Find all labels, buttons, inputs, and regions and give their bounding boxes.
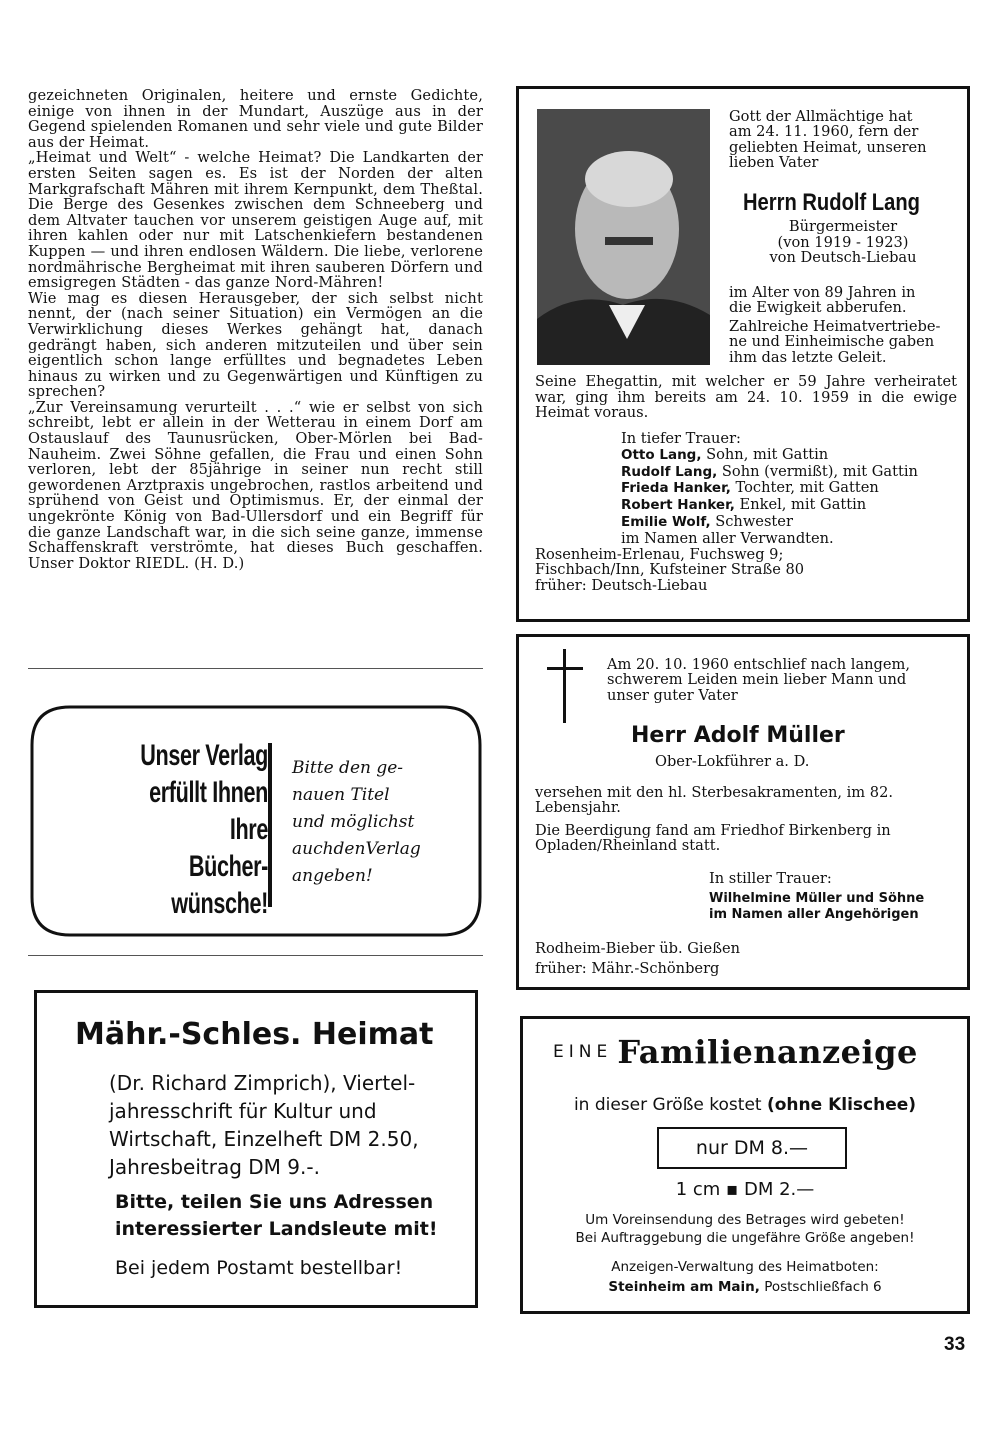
- mourner-relation: Sohn, mit Gattin: [706, 445, 829, 463]
- lang-mourning: [621, 431, 918, 547]
- mourner-relation: Sohn (vermißt), mit Gattin: [721, 462, 918, 480]
- lang-intro: [729, 109, 957, 171]
- address-bold: Steinheim am Main,: [608, 1279, 760, 1295]
- body-line: Lebensjahr.: [535, 799, 621, 817]
- mourner-line: [621, 480, 918, 497]
- slogan-line: erfüllt Ihnen: [149, 776, 268, 809]
- mourner-name: Frieda Hanker,: [621, 480, 731, 497]
- portrait-image: [537, 109, 710, 365]
- mueller-title: Ober-Lokführer a. D.: [655, 753, 810, 770]
- slogan-line: Unser Verlag: [140, 739, 268, 772]
- article-paragraph: „Zur Vereinsamung verurteilt . . .“ wie er selbst von sich schreibt, lebt er allein in der Wetterau in einem Dorf am Ostauslauf des Taunusrücken, Ober-Mörlen bei Bad-Nauheim. Zwei Söhne gefallen, die Frau und einen Sohn verloren, lebt der 85jährige in seiner nun recht still gewordenen Arztpraxis ungebrochen, rastlos arbeitend und sprühend von Geist und Optimismus. Er, der einmal der ungekrönte König von Bad-Ullersdorf und ein Begriff für die ganze Landschaft war, in die sich seine ganze, immense Schaffenskraft verströmte, hat dieses Buch geschaffen. Unser Doktor RIEDL. (H. D.): [28, 398, 483, 572]
- note-line: Bitte den ge-: [292, 758, 404, 778]
- lang-name: Herrn Rudolf Lang: [743, 189, 920, 216]
- note-line: Bei Auftraggebung die ungefähre Größe angeben!: [575, 1230, 915, 1246]
- mueller-name: Herr Adolf Müller: [631, 723, 845, 748]
- description-line: Jahresbeitrag DM 9.-.: [109, 1155, 320, 1179]
- intro-line: Am 20. 10. 1960 entschlief nach langem,: [607, 656, 910, 673]
- verlag-slogan: [78, 737, 268, 922]
- lang-escort: [729, 319, 957, 365]
- heimat-footer: Bei jedem Postamt bestellbar!: [115, 1257, 403, 1279]
- mourner-name: Emilie Wolf,: [621, 513, 711, 530]
- intro-line: schwerem Leiden mein lieber Mann und: [607, 671, 907, 689]
- fraktur-word: Familienanzeige: [617, 1033, 918, 1071]
- title-line: (von 1919 - 1923): [777, 233, 909, 251]
- family-address: [523, 1279, 967, 1295]
- address-line: Rosenheim-Erlenau, Fuchsweg 9;: [535, 546, 784, 563]
- mourner-name: Rudolf Lang,: [621, 463, 718, 480]
- cross-glyph: [547, 664, 548, 665]
- description-line: Wirtschaft, Einzelheft DM 2.50,: [109, 1127, 419, 1151]
- lang-address: [535, 547, 804, 593]
- price-line-text: in dieser Größe kostet: [573, 1095, 762, 1115]
- mourner-line: [621, 464, 918, 481]
- description-line: jahresschrift für Kultur und: [109, 1099, 377, 1123]
- address-rest: Postschließfach 6: [764, 1279, 882, 1295]
- note-line: nauen Titel: [292, 785, 390, 805]
- heimat-ad: [34, 990, 478, 1308]
- request-line: Bitte, teilen Sie uns Adressen: [115, 1191, 434, 1213]
- mourner-relation: Tochter, mit Gatten: [735, 479, 879, 497]
- article-paragraph: Wie mag es diesen Herausgeber, der sich selbst nicht nennt, der (nach seiner Situation) ein Vermögen an die Verwirklichung dieses Werkes gehängt hat, danach gedrängt haben, sich anderen mitzuteilen und über sein eigentlich schon lange erfülltes und begnadetes Leben hinaus zu wirken und zu Gegenwärtigen und Künftigen zu sprechen?: [28, 289, 483, 401]
- mourner-name: Otto Lang,: [621, 446, 702, 463]
- mourner-line: [621, 447, 918, 464]
- mueller-mourners: [709, 891, 924, 923]
- address-line: früher: Mähr.-Schönberg: [535, 960, 720, 977]
- lang-wife: Seine Ehegattin, mit welcher er 59 Jahre verheiratet war, ging ihm bereits am 24. 10. 1959 in die ewige Heimat voraus.: [535, 373, 957, 422]
- slogan-line: Ihre: [229, 813, 268, 846]
- divider: [28, 668, 483, 669]
- lang-age: [729, 285, 957, 316]
- title-line: von Deutsch-Liebau: [769, 249, 917, 267]
- mourning-intro: In tiefer Trauer:: [621, 430, 741, 447]
- note-line: Um Voreinsendung des Betrages wird gebeten!: [585, 1212, 905, 1228]
- article-text: [28, 88, 483, 571]
- per-cm-price: 1 cm ▪ DM 2.—: [675, 1179, 815, 1200]
- funeral-line: Opladen/Rheinland statt.: [535, 837, 721, 855]
- heimat-description: [109, 1069, 419, 1181]
- mueller-funeral: [535, 823, 957, 854]
- family-notes: [523, 1211, 967, 1247]
- mourner-line: [621, 514, 918, 531]
- intro-line: lieben Vater: [729, 154, 819, 172]
- description-line: (Dr. Richard Zimprich), Viertel-: [109, 1071, 416, 1095]
- price-box: nur DM 8.—: [657, 1127, 847, 1169]
- divider: [28, 955, 483, 956]
- address-line: Rodheim-Bieber üb. Gießen: [535, 940, 740, 957]
- verlag-ad: [30, 705, 482, 937]
- intro-line: unser guter Vater: [607, 686, 738, 704]
- intro-line: Gott der Allmächtige hat: [729, 108, 913, 125]
- eine-word: EINE: [553, 1042, 613, 1062]
- mueller-body: [535, 785, 957, 816]
- intro-line: geliebten Heimat, unseren: [729, 138, 927, 156]
- intro-line: am 24. 11. 1960, fern der: [729, 123, 919, 141]
- cross-icon: [547, 649, 583, 723]
- mourner-line: im Namen aller Angehörigen: [709, 907, 919, 922]
- note-line: auchdenVerlag: [292, 839, 421, 859]
- address-line: Fischbach/Inn, Kufsteiner Straße 80: [535, 561, 805, 579]
- mueller-address: [535, 939, 740, 979]
- slogan-line: Bücher-: [188, 850, 268, 883]
- mueller-mourning-intro: In stiller Trauer:: [709, 870, 832, 887]
- price-line-bold: (ohne Klischee): [766, 1095, 917, 1115]
- page-number: 33: [944, 1334, 966, 1355]
- body-line: versehen mit den hl. Sterbesakramenten, im 82.: [535, 784, 893, 801]
- address-line: früher: Deutsch-Liebau: [535, 576, 708, 594]
- age-line: die Ewigkeit abberufen.: [729, 299, 907, 317]
- escort-line: ihm das letzte Geleit.: [729, 348, 887, 366]
- note-line: und möglichst: [292, 812, 415, 832]
- article-paragraph: gezeichneten Originalen, heitere und ernste Gedichte, einige von ihnen in der Mundart, Auszüge aus in der Gegend spielenden Romanen und sehr viele und gute Bilder aus der Heimat.: [28, 87, 483, 151]
- family-price-line: [523, 1095, 967, 1115]
- mourner-name: Robert Hanker,: [621, 497, 735, 514]
- family-admin: Anzeigen-Verwaltung des Heimatboten:: [611, 1259, 879, 1275]
- family-ad: [520, 1016, 970, 1314]
- verlag-note: [292, 755, 421, 890]
- mourner-line: [621, 497, 918, 514]
- mourner-relation: Schwester: [715, 512, 793, 530]
- escort-line: ne und Einheimische gaben: [729, 333, 935, 351]
- family-headline: [553, 1033, 918, 1071]
- funeral-line: Die Beerdigung fand am Friedhof Birkenberg in: [535, 822, 891, 839]
- obituary-mueller: [516, 634, 970, 990]
- lang-title: [729, 219, 957, 266]
- mourning-outro: im Namen aller Verwandten.: [621, 529, 834, 547]
- article-paragraph: „Heimat und Welt“ - welche Heimat? Die Landkarten der ersten Seiten sagen es. Es ist der Norden der alten Markgrafschaft Mähren mit ihrem Kernpunkt, dem Theßtal. Die Berge des Gesenkes zwischen dem Schneeberg und dem Altvater tauchen vor unserem geistigen Auge auf, mit ihren kahlen oder nur mit Latschenkiefern bestandenen Kuppen — und ihren endlosen Wäldern. Die liebe, verlorene nordmährische Bergheimat mit ihren sauberen Dörfern und emsigregen Städten - das ganze Nord-Mähren!: [28, 149, 483, 292]
- mourner-line: Wilhelmine Müller und Söhne: [709, 891, 925, 906]
- age-line: im Alter von 89 Jahren in: [729, 284, 916, 301]
- heimat-title: Mähr.-Schles. Heimat: [75, 1017, 434, 1052]
- note-line: angeben!: [292, 866, 373, 886]
- mourner-relation: Enkel, mit Gattin: [739, 496, 867, 514]
- slogan-line: wünsche!: [171, 887, 268, 920]
- portrait-photo: [537, 109, 710, 365]
- title-line: Bürgermeister: [788, 218, 898, 235]
- mueller-intro: [607, 657, 957, 703]
- obituary-lang: [516, 86, 970, 622]
- heimat-request: [115, 1189, 438, 1243]
- request-line: interessierter Landsleute mit!: [115, 1218, 438, 1240]
- escort-line: Zahlreiche Heimatvertriebe-: [729, 318, 941, 335]
- ad-vertical-rule: [268, 743, 272, 907]
